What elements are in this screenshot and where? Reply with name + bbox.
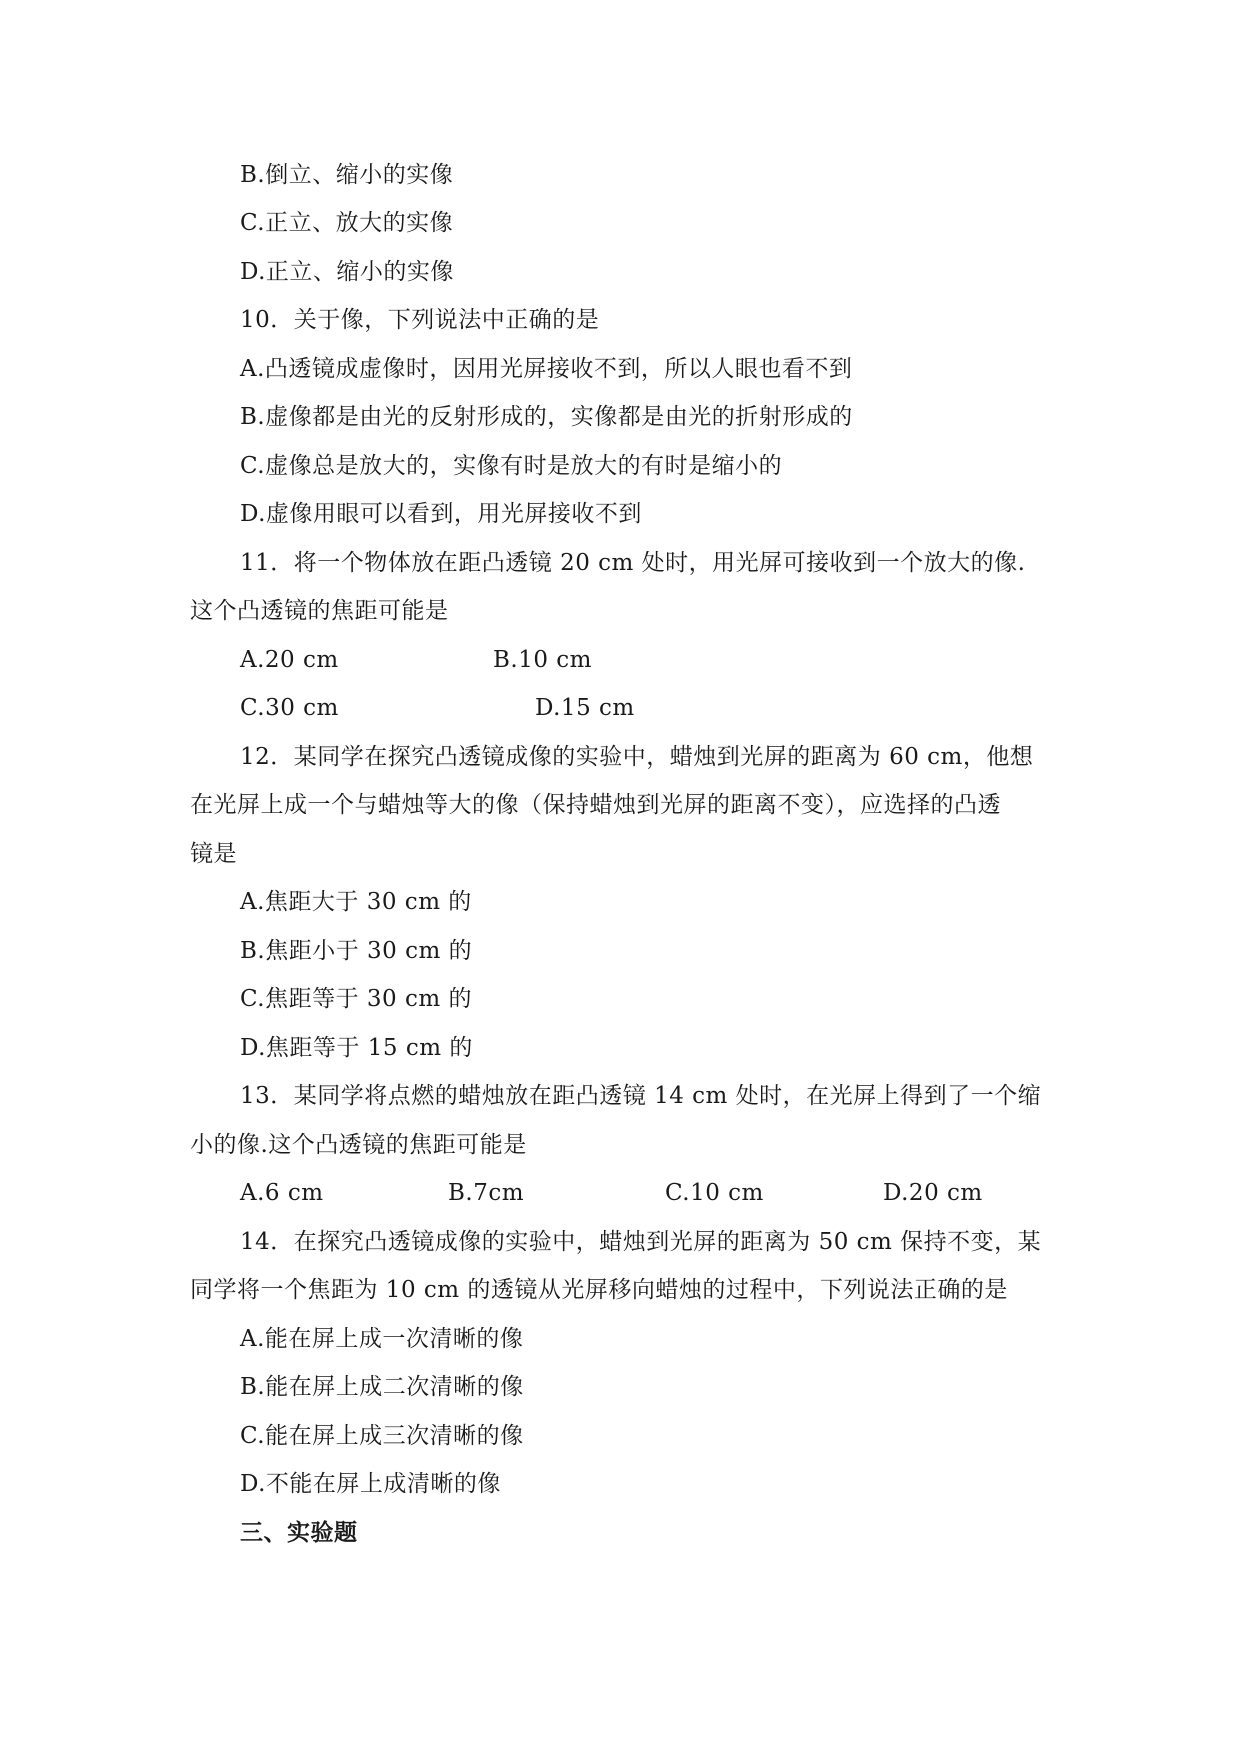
q12-stem-line3: 镜是 [190,841,237,867]
q11-option-a: A.20 cm [240,647,339,673]
q14-option-c: C.能在屏上成三次清晰的像 [240,1423,524,1449]
section-heading-experiment: 三、实验题 [240,1519,358,1546]
q11-stem-line1: 11．将一个物体放在距凸透镜 20 cm 处时，用光屏可接收到一个放大的像. [240,550,1026,576]
q9-option-d: D.正立、缩小的实像 [240,259,454,285]
q12-option-b: B.焦距小于 30 cm 的 [240,938,473,964]
q13-option-b: B.7cm [448,1180,525,1206]
q12-option-d: D.焦距等于 15 cm 的 [240,1035,473,1061]
q11-option-c: C.30 cm [240,695,339,721]
q9-option-b: B.倒立、缩小的实像 [240,162,454,188]
q10-option-d: D.虚像用眼可以看到，用光屏接收不到 [240,501,642,527]
q11-option-b: B.10 cm [493,647,592,673]
q11-option-d: D.15 cm [535,695,635,721]
q10-option-a: A.凸透镜成虚像时，因用光屏接收不到，所以人眼也看不到 [240,356,853,382]
q13-option-d: D.20 cm [883,1180,983,1206]
q13-option-a: A.6 cm [240,1180,324,1206]
q13-stem-line1: 13．某同学将点燃的蜡烛放在距凸透镜 14 cm 处时，在光屏上得到了一个缩 [240,1083,1042,1109]
q10-option-c: C.虚像总是放大的，实像有时是放大的有时是缩小的 [240,453,783,479]
q14-option-d: D.不能在屏上成清晰的像 [240,1471,501,1497]
q13-stem-line2: 小的像.这个凸透镜的焦距可能是 [190,1132,527,1158]
q9-option-c: C.正立、放大的实像 [240,210,454,236]
q12-stem-line2: 在光屏上成一个与蜡烛等大的像（保持蜡烛到光屏的距离不变），应选择的凸透 [190,792,1001,818]
q12-option-a: A.焦距大于 30 cm 的 [240,889,472,915]
q14-stem-line2: 同学将一个焦距为 10 cm 的透镜从光屏移向蜡烛的过程中，下列说法正确的是 [190,1277,1008,1303]
q10-stem: 10．关于像，下列说法中正确的是 [240,307,600,333]
q12-option-c: C.焦距等于 30 cm 的 [240,986,472,1012]
q14-stem-line1: 14．在探究凸透镜成像的实验中，蜡烛到光屏的距离为 50 cm 保持不变，某 [240,1229,1042,1255]
q10-option-b: B.虚像都是由光的反射形成的，实像都是由光的折射形成的 [240,404,853,430]
q13-option-c: C.10 cm [665,1180,764,1206]
q11-stem-line2: 这个凸透镜的焦距可能是 [190,598,449,624]
q14-option-a: A.能在屏上成一次清晰的像 [240,1326,524,1352]
q14-option-b: B.能在屏上成二次清晰的像 [240,1374,524,1400]
q12-stem-line1: 12．某同学在探究凸透镜成像的实验中，蜡烛到光屏的距离为 60 cm，他想 [240,744,1034,770]
